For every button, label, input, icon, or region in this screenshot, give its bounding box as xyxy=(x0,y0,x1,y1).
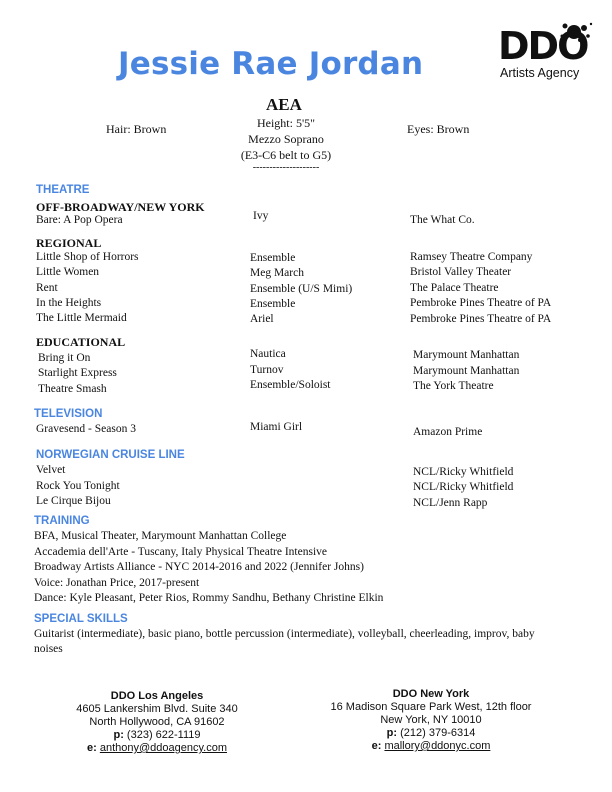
credit-company: Ramsey Theatre Company xyxy=(410,251,533,263)
logo-subtitle: Artists Agency xyxy=(500,66,580,80)
office-email-link[interactable]: mallory@ddonyc.com xyxy=(384,740,491,752)
skills-line: noises xyxy=(34,643,63,655)
logo-wordmark: DDO xyxy=(498,24,588,68)
credit-show: The Little Mermaid xyxy=(36,312,127,324)
union-label: AEA xyxy=(266,95,302,114)
email-label: e: xyxy=(371,740,382,752)
office-title: DDO New York xyxy=(392,688,470,700)
office-email-row xyxy=(311,740,551,753)
credit-company: Amazon Prime xyxy=(413,426,483,438)
credit-role: Ariel xyxy=(250,313,274,325)
credit-company: The What Co. xyxy=(410,214,475,226)
credit-show: Le Cirque Bijou xyxy=(36,495,111,507)
credit-company: Marymount Manhattan xyxy=(413,365,520,377)
office-email-link[interactable]: anthony@ddoagency.com xyxy=(99,742,227,754)
credit-show: Gravesend - Season 3 xyxy=(36,423,136,435)
credit-role: Ensemble (U/S Mimi) xyxy=(250,283,353,295)
office-phone-row xyxy=(311,727,551,740)
credit-role: Ensemble/Soloist xyxy=(250,379,331,391)
credit-role: Miami Girl xyxy=(250,421,303,433)
agency-logo xyxy=(496,26,592,88)
credit-show: Little Shop of Horrors xyxy=(36,251,139,263)
voice-type: Mezzo Soprano xyxy=(248,132,324,146)
credit-show: In the Heights xyxy=(36,297,102,309)
credit-role: Ensemble xyxy=(250,298,296,310)
credit-company: NCL/Jenn Rapp xyxy=(413,497,488,509)
credit-company: Marymount Manhattan xyxy=(413,349,520,361)
credit-show: Rock You Tonight xyxy=(36,480,120,492)
eye-color: Eyes: Brown xyxy=(407,122,470,136)
credit-company: NCL/Ricky Whitfield xyxy=(413,481,514,493)
credit-company: Pembroke Pines Theatre of PA xyxy=(410,313,552,325)
subsection-regional: REGIONAL xyxy=(36,236,102,250)
hair-color: Hair: Brown xyxy=(106,122,167,136)
subsection-educational: EDUCATIONAL xyxy=(36,335,126,349)
credit-show: Little Women xyxy=(36,266,100,278)
office-los-angeles xyxy=(37,690,277,755)
office-street: 4605 Lankershim Blvd. Suite 340 xyxy=(76,703,238,715)
credit-role: Turnov xyxy=(250,364,284,376)
training-line: Broadway Artists Alliance - NYC 2014-2016 and 2022 (Jennifer Johns) xyxy=(34,561,364,573)
phone-label: p: xyxy=(113,729,124,741)
credit-role: Meg March xyxy=(250,267,304,279)
credit-show: Bring it On xyxy=(38,352,91,364)
credit-show: Starlight Express xyxy=(38,367,117,379)
credit-role: Ensemble xyxy=(250,252,296,264)
section-special-skills: SPECIAL SKILLS xyxy=(34,613,128,625)
office-city: New York, NY 10010 xyxy=(380,714,482,726)
credit-show: Velvet xyxy=(36,464,66,476)
section-training: TRAINING xyxy=(34,515,90,527)
phone-label: p: xyxy=(386,727,398,739)
header-divider: -------------------- xyxy=(252,162,320,173)
office-title: DDO Los Angeles xyxy=(110,690,204,702)
credit-role: Ivy xyxy=(253,210,269,222)
vocal-range: (E3-C6 belt to G5) xyxy=(240,148,332,162)
section-cruise-line: NORWEGIAN CRUISE LINE xyxy=(36,449,185,461)
height-stat: Height: 5'5" xyxy=(256,116,316,130)
credit-company: Bristol Valley Theater xyxy=(410,266,512,278)
office-phone: (212) 379-6314 xyxy=(400,727,476,739)
section-television: TELEVISION xyxy=(34,408,103,420)
credit-company: Pembroke Pines Theatre of PA xyxy=(410,297,552,309)
office-phone: (323) 622-1119 xyxy=(126,729,201,741)
training-line: Accademia dell'Arte - Tuscany, Italy Physical Theatre Intensive xyxy=(34,546,327,558)
actor-name: Jessie Rae Jordan xyxy=(118,46,424,82)
office-new-york xyxy=(311,688,551,753)
office-email-row xyxy=(37,742,277,755)
office-city: North Hollywood, CA 91602 xyxy=(89,716,225,728)
training-line: Voice: Jonathan Price, 2017-present xyxy=(34,577,200,589)
credit-show: Bare: A Pop Opera xyxy=(36,214,123,226)
email-label: e: xyxy=(87,742,97,754)
credit-role: Nautica xyxy=(250,348,286,360)
credit-company: NCL/Ricky Whitfield xyxy=(413,466,514,478)
section-theatre: THEATRE xyxy=(36,184,90,196)
credit-show: Rent xyxy=(36,282,58,294)
training-line: BFA, Musical Theater, Marymount Manhattan College xyxy=(34,530,287,542)
office-street: 16 Madison Square Park West, 12th floor xyxy=(330,701,532,713)
training-line: Dance: Kyle Pleasant, Peter Rios, Rommy Sandhu, Bethany Christine Elkin xyxy=(34,592,384,604)
credit-company: The Palace Theatre xyxy=(410,282,499,294)
office-phone-row xyxy=(37,729,277,742)
subsection-off-broadway: OFF-BROADWAY/NEW YORK xyxy=(36,200,205,214)
credit-show: Theatre Smash xyxy=(38,383,107,395)
credit-company: The York Theatre xyxy=(413,380,494,392)
skills-line: Guitarist (intermediate), basic piano, bottle percussion (intermediate), volleyball, cheerleading, improv, baby xyxy=(34,628,535,640)
